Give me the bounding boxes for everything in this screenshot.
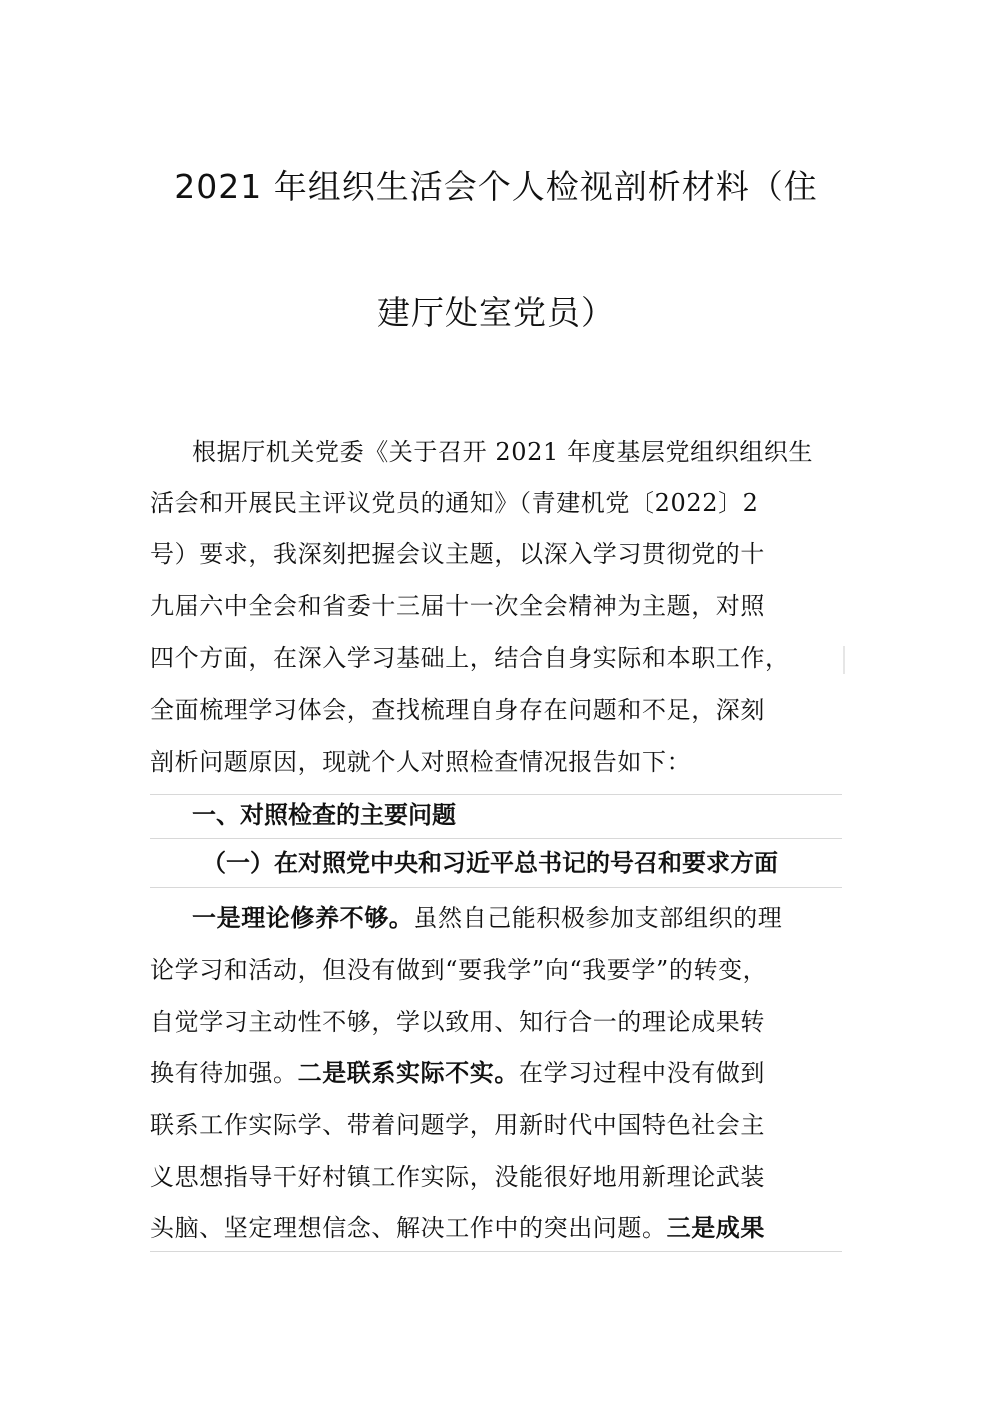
paragraph-line <box>150 898 842 938</box>
text-run: 在学习过程中没有做到 <box>519 1059 766 1087</box>
paragraph-line: 论学习和活动，但没有做到“要我学”向“我要学”的转变， <box>150 956 768 984</box>
bold-lead: 二是联系实际不实。 <box>297 1059 520 1087</box>
subsection-heading: （一）在对照党中央和习近平总书记的号召和要求方面 <box>150 838 842 888</box>
document-title-line-2: 建厅处室党员） <box>377 293 615 332</box>
text-run: 头脑、坚定理想信念、解决工作中的突出问题。 <box>150 1214 667 1242</box>
paragraph-line <box>150 1053 842 1093</box>
paragraph-line: 号）要求，我深刻把握会议主题，以深入学习贯彻党的十 <box>150 540 765 568</box>
paragraph-line: 义思想指导干好村镇工作实际，没能很好地用新理论武装 <box>150 1163 765 1191</box>
paragraph-line: 自觉学习主动性不够，学以致用、知行合一的理论成果转 <box>150 1008 765 1036</box>
section-heading: 一、对照检查的主要问题 <box>150 794 842 835</box>
divider <box>150 1251 842 1252</box>
paragraph-line: 四个方面，在深入学习基础上，结合自身实际和本职工作， <box>150 644 790 672</box>
paragraph-line: 全面梳理学习体会，查找梳理自身存在问题和不足，深刻 <box>150 696 765 724</box>
paragraph-line: 九届六中全会和省委十三届十一次全会精神为主题，对照 <box>150 592 765 620</box>
paragraph-line: 剖析问题原因，现就个人对照检查情况报告如下： <box>150 748 692 776</box>
bold-lead: 一是理论修养不够。 <box>192 904 414 932</box>
paragraph-line <box>150 1208 842 1248</box>
text-run: 虽然自己能积极参加支部组织的理 <box>413 904 783 932</box>
bold-lead: 三是成果 <box>666 1214 766 1242</box>
paragraph-line: 活会和开展民主评议党员的通知》（青建机党〔2022〕2 <box>150 489 759 517</box>
document-title-line-1: 2021 年组织生活会个人检视剖析材料（住 <box>174 167 818 206</box>
margin-mark <box>843 646 845 674</box>
paragraph-line: 联系工作实际学、带着问题学，用新时代中国特色社会主 <box>150 1111 765 1139</box>
text-run: 换有待加强。 <box>150 1059 298 1087</box>
paragraph-line: 根据厅机关党委《关于召开 2021 年度基层党组织组织生 <box>192 438 814 466</box>
